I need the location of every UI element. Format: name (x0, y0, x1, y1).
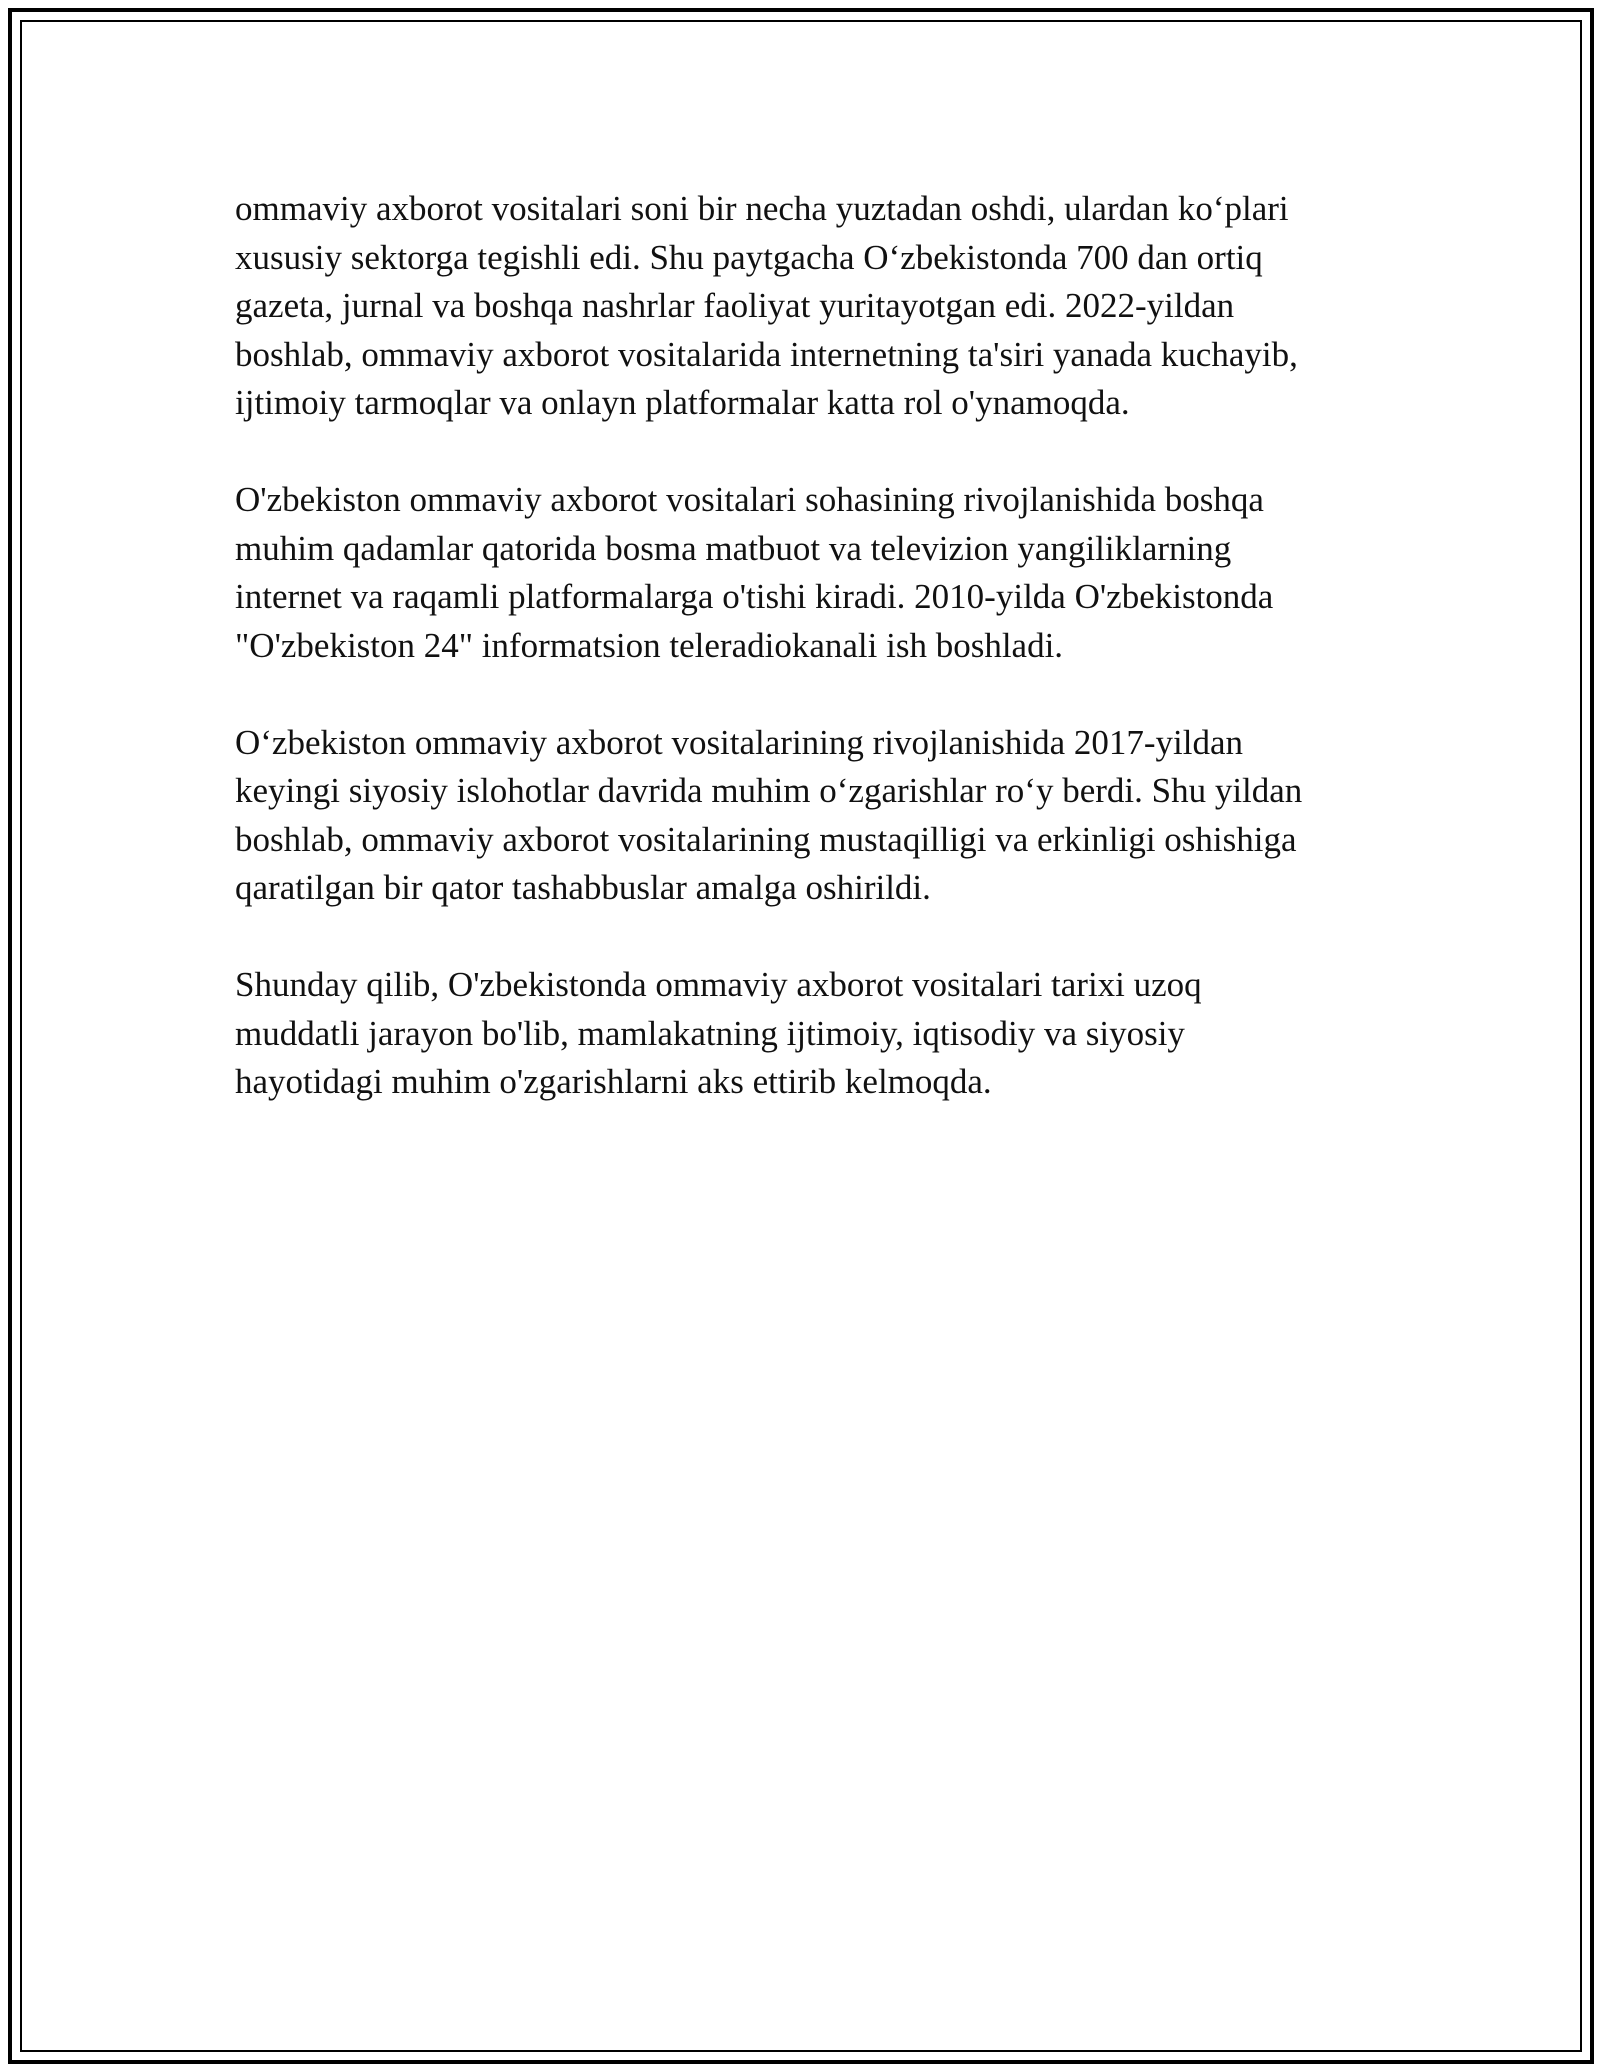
paragraph-3: O‘zbekiston ommaviy axborot vositalarining rivojlanishida 2017-yildan keyingi siyosiy islohotlar davrida muhim o‘zgarishlar ro‘y berdi. Shu yildan boshlab, ommaviy axborot vositalarining mustaqilligi va erkinligi oshishiga qaratilgan bir qator tashabbuslar amalga oshirildi. (235, 722, 1303, 907)
paragraph-2: O'zbekiston ommaviy axborot vositalari sohasining rivojlanishida boshqa muhim qadamlar qatorida bosma matbuot va televizion yangiliklarning internet va raqamli platformalarga o'tishi kiradi. 2010-yilda O'zbekistonda "O'zbekiston 24" informatsion teleradiokanali ish boshladi. (235, 480, 1274, 665)
document-body (235, 185, 1370, 1155)
paragraph-1: ommaviy axborot vositalari soni bir necha yuztadan oshdi, ulardan ko‘plari xususiy sektorga tegishli edi. Shu paytgacha O‘zbekistonda 700 dan ortiq gazeta, jurnal va boshqa nashrlar faoliyat yuritayotgan edi. 2022-yildan boshlab, ommaviy axborot vositalarida internetning ta'siri yanada kuchayib, ijtimoiy tarmoqlar va onlayn platformalar katta rol o'ynamoqda. (235, 189, 1298, 422)
paragraph-4: Shunday qilib, O'zbekistonda ommaviy axborot vositalari tarixi uzoq muddatli jarayon bo'lib, mamlakatning ijtimoiy, iqtisodiy va siyosiy hayotidagi muhim o'zgarishlarni aks ettirib kelmoqda. (235, 965, 1202, 1101)
